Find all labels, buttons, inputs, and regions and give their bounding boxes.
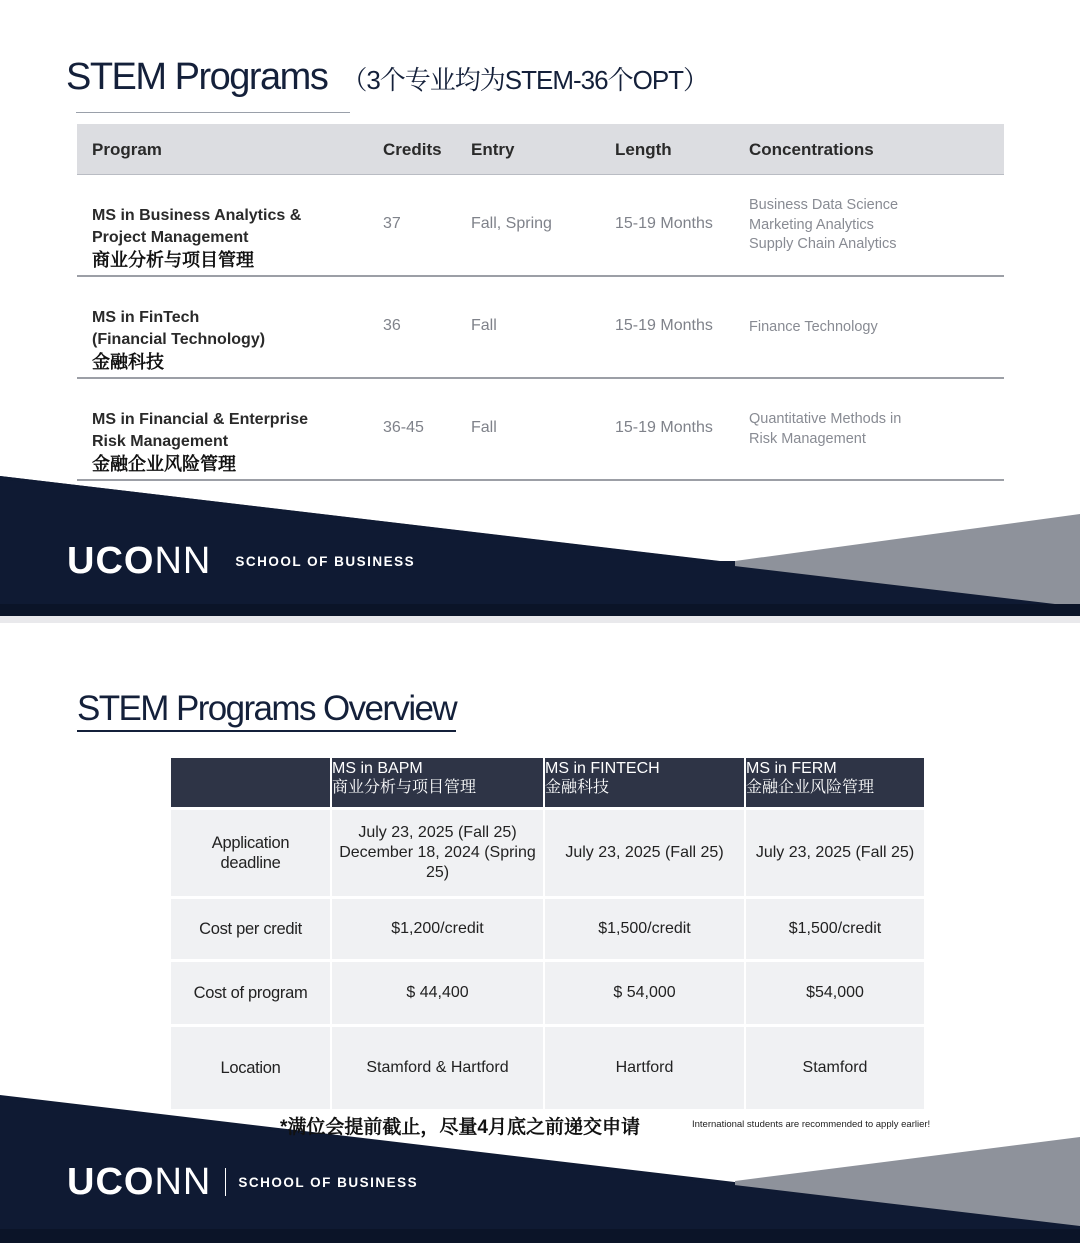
table-row <box>77 277 1004 379</box>
header-length: Length <box>615 140 672 159</box>
ferm-value: July 23, 2025 (Fall 25) <box>746 810 924 896</box>
deadline-note-cn: *满位会提前截止，尽量4月底之前递交申请 <box>280 1117 640 1138</box>
length-value: 15-19 Months <box>615 317 713 334</box>
slide-title: STEM Programs Overview <box>77 689 456 732</box>
concentrations-list: Quantitative Methods in Risk Management <box>749 411 902 447</box>
ferm-value: $54,000 <box>746 962 924 1024</box>
length-value: 15-19 Months <box>615 215 713 232</box>
table-row <box>171 807 924 896</box>
bapm-value: $1,200/credit <box>332 899 545 959</box>
table-row <box>171 959 924 1024</box>
ferm-value: Stamford <box>746 1027 924 1109</box>
table-row <box>171 896 924 959</box>
credits-value: 37 <box>383 215 401 232</box>
entry-value: Fall <box>471 317 497 334</box>
program-name: MS in Business Analytics & Project Management 商业分析与项目管理 <box>92 207 302 270</box>
entry-value: Fall <box>471 419 497 436</box>
title-note: （3个专业均为STEM-36个OPT） <box>341 65 709 95</box>
row-label: Location <box>171 1027 332 1109</box>
table-header <box>171 758 924 807</box>
header-ferm: MS in FERM 金融企业风险管理 <box>746 760 875 796</box>
entry-value: Fall, Spring <box>471 215 552 232</box>
header-credits: Credits <box>383 140 442 159</box>
brand-divider <box>225 1168 226 1196</box>
row-label: Application deadline <box>171 810 332 896</box>
bapm-value: $ 44,400 <box>332 962 545 1024</box>
concentrations-list: Business Data Science Marketing Analytics Supply Chain Analytics <box>749 197 899 252</box>
uconn-logo: UCONN <box>67 1161 212 1203</box>
fintech-value: $ 54,000 <box>545 962 746 1024</box>
table-row <box>77 175 1004 277</box>
title-underline <box>76 112 350 113</box>
overview-table <box>171 758 924 1109</box>
slide-title: STEM Programs （3个专业均为STEM-36个OPT） <box>66 56 709 98</box>
header-fintech: MS in FINTECH 金融科技 <box>545 758 746 807</box>
bapm-value: Stamford & Hartford <box>332 1027 545 1109</box>
row-label: Cost of program <box>171 962 332 1024</box>
header-entry: Entry <box>471 140 515 159</box>
table-header <box>77 124 1004 175</box>
credits-value: 36-45 <box>383 419 424 436</box>
ferm-value: $1,500/credit <box>746 899 924 959</box>
header-concentrations: Concentrations <box>749 140 874 159</box>
concentrations-list: Finance Technology <box>749 319 878 335</box>
fintech-value: Hartford <box>545 1027 746 1109</box>
header-program: Program <box>92 140 162 159</box>
school-of-business-label: SCHOOL OF BUSINESS <box>235 553 416 569</box>
length-value: 15-19 Months <box>615 419 713 436</box>
fintech-value: July 23, 2025 (Fall 25) <box>545 810 746 896</box>
program-name: MS in Financial & Enterprise Risk Management 金融企业风险管理 <box>92 411 309 474</box>
programs-table <box>77 124 1004 481</box>
credits-value: 36 <box>383 317 401 334</box>
slide-stem-programs <box>0 0 1080 616</box>
deadline-note-en: International students are recommended to apply earlier! <box>692 1119 931 1130</box>
row-label: Cost per credit <box>171 899 332 959</box>
table-row <box>77 379 1004 481</box>
slide-stem-overview <box>0 623 1080 1243</box>
header-empty <box>171 758 332 807</box>
uconn-logo: UCONN <box>67 540 212 582</box>
program-name: MS in FinTech (Financial Technology) 金融科技 <box>92 309 266 372</box>
slide-separator <box>0 616 1080 623</box>
uconn-brand <box>67 1163 418 1201</box>
uconn-brand <box>67 542 415 580</box>
fintech-value: $1,500/credit <box>545 899 746 959</box>
bapm-value: July 23, 2025 (Fall 25) December 18, 2024 (Spring 25) <box>332 810 545 896</box>
header-bapm: MS in BAPM 商业分析与项目管理 <box>332 758 545 807</box>
school-of-business-label: SCHOOL OF BUSINESS <box>238 1174 419 1190</box>
